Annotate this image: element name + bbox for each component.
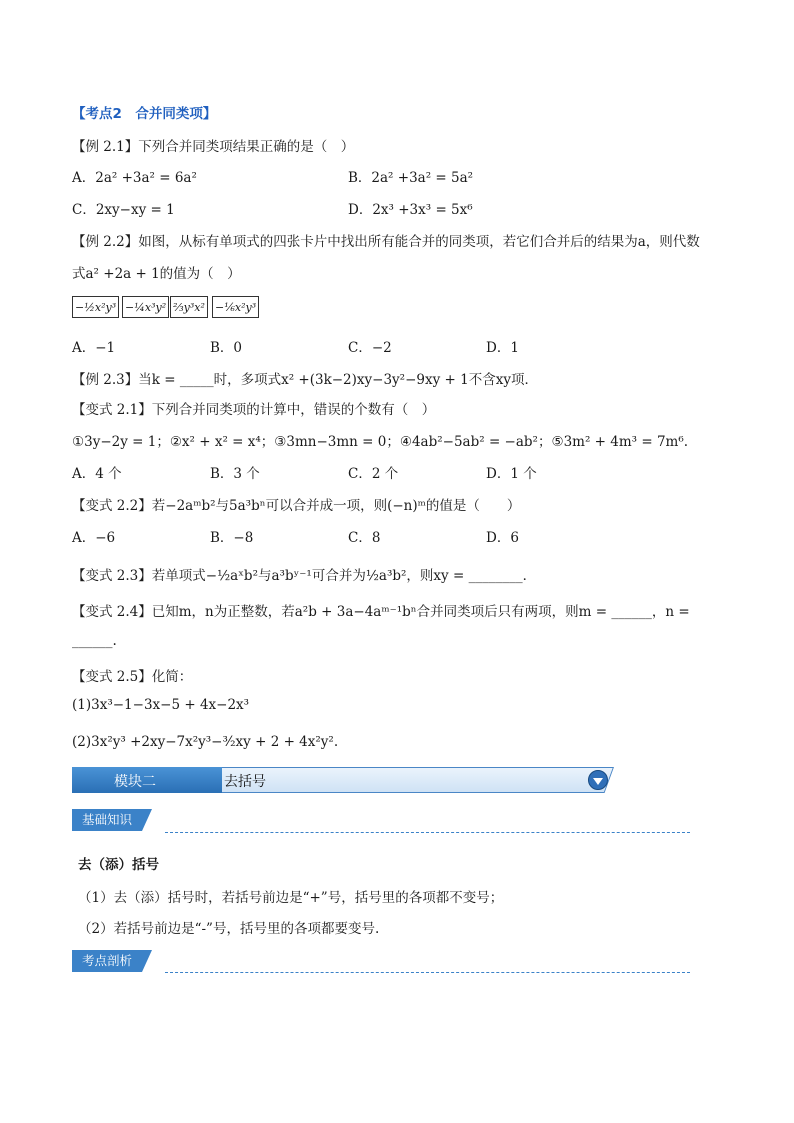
example-2-2-line1: 【例 2.2】如图，从标有单项式的四张卡片中找出所有能合并的同类项，若它们合并后的结果为a，则代数: [72, 234, 700, 250]
example-2-2-option-b: B．0: [210, 340, 243, 356]
module-banner: [72, 767, 612, 793]
module-label: 模块二: [114, 774, 156, 790]
variant-2-2-option-d: D．6: [486, 530, 519, 546]
example-2-1-option-a: A．2a² +3a² = 6a²: [72, 170, 197, 186]
monomial-card-4: −⅙x²y³: [212, 296, 259, 318]
example-2-3: 【例 2.3】当k = _____时，多项式x² +(3k−2)xy−3y²−9xy + 1不含xy项．: [72, 372, 538, 388]
variant-2-1-stem: 【变式 2.1】下列合并同类项的计算中，错误的个数有（ ）: [72, 402, 436, 418]
basic-knowledge-tag: 基础知识: [72, 809, 142, 831]
variant-2-5-part2: (2)3x²y³ +2xy−7x²y³−³⁄₂xy + 2 + 4x²y².: [72, 734, 339, 750]
section-heading: 【考点2 合并同类项】: [72, 106, 217, 122]
variant-2-1-option-c: C．2 个: [348, 466, 399, 482]
example-2-2-option-c: C．−2: [348, 340, 392, 356]
example-2-2-option-a: A．−1: [72, 340, 116, 356]
variant-2-1-option-d: D．1 个: [486, 466, 537, 482]
rule-title: 去（添）括号: [78, 857, 159, 873]
example-2-1-option-c: C．2xy−xy = 1: [72, 202, 175, 218]
variant-2-4-line2: ______.: [72, 633, 117, 649]
variant-2-1-items: ①3y−2y = 1；②x² + x² = x⁴；③3mn−3mn = 0；④4ab²−5ab² = −ab²；⑤3m² + 4m³ = 7m⁶.: [72, 434, 689, 450]
banner-module-box: [72, 767, 222, 793]
monomial-card-3: ⅔y³x²: [170, 296, 208, 318]
chevron-down-icon[interactable]: [588, 770, 608, 790]
variant-2-1-option-b: B．3 个: [210, 466, 260, 482]
variant-2-2-option-c: C．8: [348, 530, 381, 546]
variant-2-2-stem: 【变式 2.2】若−2aᵐb²与5a³bⁿ可以合并成一项，则(−n)ᵐ的值是（ ）: [72, 498, 521, 514]
variant-2-2-option-b: B．−8: [210, 530, 254, 546]
example-2-1-option-b: B．2a² +3a² = 5a²: [348, 170, 474, 186]
analysis-tag: 考点剖析: [72, 950, 142, 972]
variant-2-3: 【变式 2.3】若单项式−½aˣb²与a³bʸ⁻¹可合并为½a³b²，则xy = ________．: [72, 568, 537, 584]
example-2-1-option-d: D．2x³ +3x³ = 5x⁶: [348, 202, 473, 218]
variant-2-4-line1: 【变式 2.4】已知m，n为正整数，若a²b + 3a−4aᵐ⁻¹bⁿ合并同类项后只有两项，则m = ______，n =: [72, 604, 690, 620]
example-2-1-stem: 【例 2.1】下列合并同类项结果正确的是（ ）: [72, 139, 355, 155]
example-2-2-line2: 式a² +2a + 1的值为（ ）: [72, 266, 241, 282]
divider: [165, 972, 690, 973]
variant-2-5-stem: 【变式 2.5】化简：: [72, 669, 193, 685]
rule-2: （2）若括号前边是“-”号，括号里的各项都要变号.: [78, 921, 380, 937]
variant-2-5-part1: (1)3x³−1−3x−5 + 4x−2x³: [72, 697, 250, 713]
divider: [165, 832, 690, 833]
rule-1: （1）去（添）括号时，若括号前边是“+”号，括号里的各项都不变号；: [78, 890, 504, 906]
module-title: 去括号: [224, 774, 266, 790]
variant-2-2-option-a: A．−6: [72, 530, 116, 546]
variant-2-1-option-a: A．4 个: [72, 466, 122, 482]
example-2-2-option-d: D．1: [486, 340, 519, 356]
monomial-card-2: −¼x³y²: [122, 296, 169, 318]
monomial-card-1: −½x²y³: [72, 296, 119, 318]
